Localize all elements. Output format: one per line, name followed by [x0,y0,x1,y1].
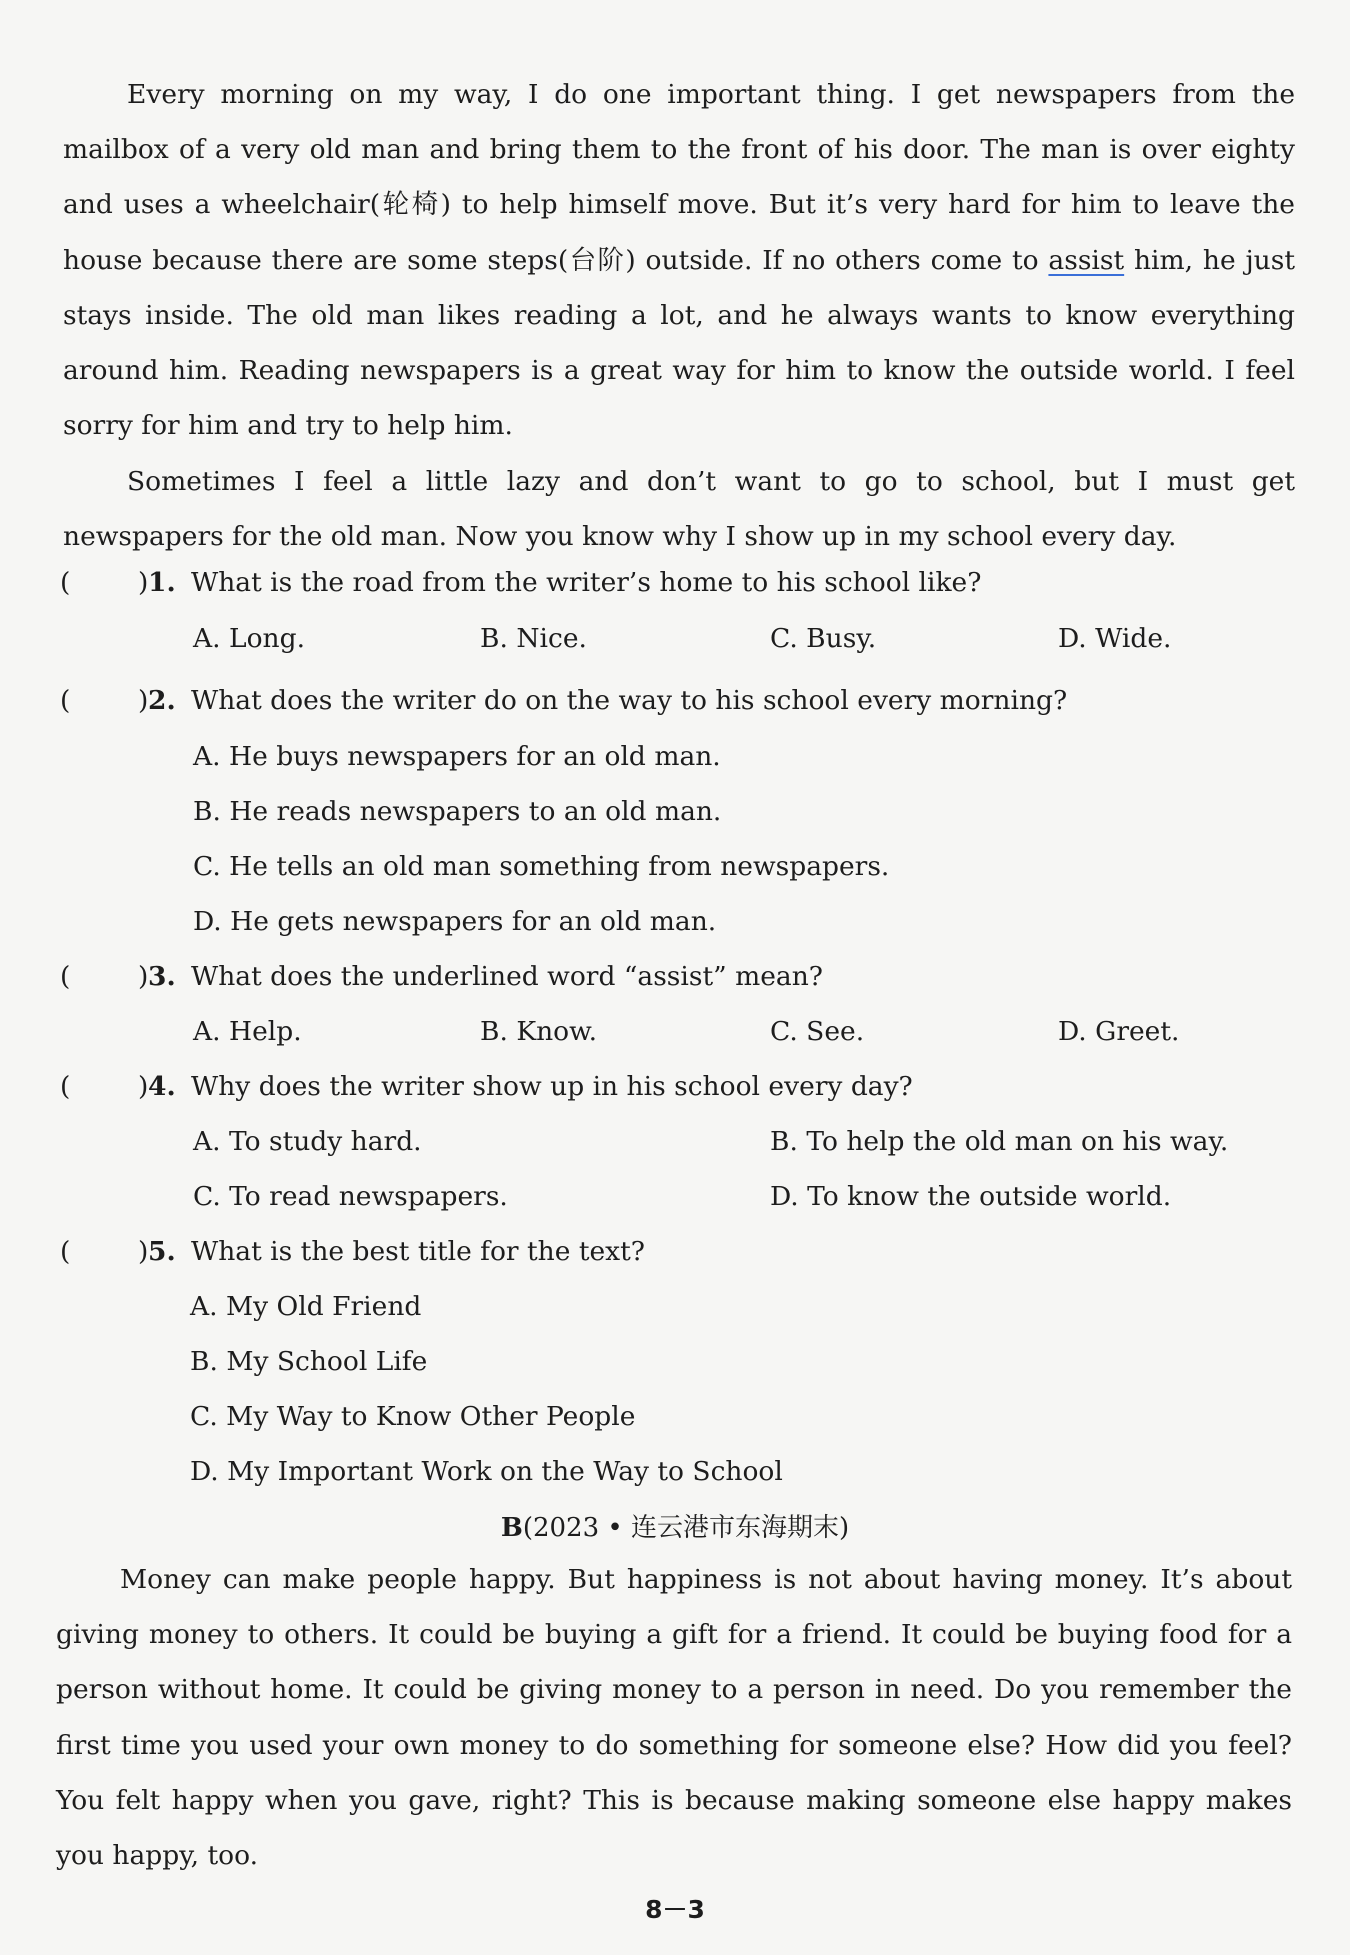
section-letter: B [500,1513,523,1543]
answer-paren-close: ) [138,685,149,716]
q4-option-c: C. To read newspapers. [193,1181,508,1212]
q5-option-d: D. My Important Work on the Way to School [190,1456,783,1487]
q1-option-c: C. Busy. [770,623,877,654]
question-number: 5. [148,1236,176,1267]
answer-paren-open: ( [60,685,71,716]
q1-option-b: B. Nice. [480,623,587,654]
passage-a-paragraph-2: Sometimes I feel a little lazy and don’t want to go to school, but I must get newspapers for the old man. Now you know why I show up in my school every day. [63,466,1295,553]
passage-a-text-part-2: him, he just stays inside. The old man likes reading a lot, and he always wants to know everything around him. Reading newspapers is a great way for him to know the outside world. I feel sorry for him and try to help him. [63,244,1295,442]
underlined-word-assist: assist [1048,244,1125,276]
section-source: (2023 • 连云港市东海期末) [522,1513,850,1543]
question-text: What does the writer do on the way to his school every morning? [191,685,1068,716]
q3-option-a: A. Help. [193,1016,302,1047]
q4-option-d: D. To know the outside world. [770,1181,1172,1212]
answer-paren-open: ( [60,1071,71,1102]
q4-option-b: B. To help the old man on his way. [770,1126,1229,1157]
question-text: What is the best title for the text? [191,1236,645,1267]
q3-option-b: B. Know. [480,1016,598,1047]
question-text: What is the road from the writer’s home to his school like? [191,567,982,598]
answer-paren-close: ) [138,1236,149,1267]
q3-option-d: D. Greet. [1058,1016,1180,1047]
question-number: 4. [148,1071,176,1102]
q5-option-a: A. My Old Friend [190,1291,422,1322]
answer-paren-open: ( [60,567,71,598]
passage-b-paragraph-1: Money can make people happy. But happiness is not about having money. It’s about giving money to others. It could be buying a gift for a friend. It could be buying food for a person without home. It could be giving money to a person in need. Do you remember the first time you used your own money to do something for someone else? How did you feel? You felt happy when you gave, right? This is because making someone else happy makes you happy, too. [56,1564,1292,1872]
answer-paren-close: ) [138,961,149,992]
q2-option-a: A. He buys newspapers for an old man. [193,741,721,772]
q1-option-d: D. Wide. [1058,623,1172,654]
answer-paren-open: ( [60,1236,71,1267]
answer-paren-close: ) [138,1071,149,1102]
question-number: 1. [148,567,176,598]
page-number: 8－3 [645,1895,705,1924]
question-text: Why does the writer show up in his school every day? [191,1071,913,1102]
q2-option-c: C. He tells an old man something from newspapers. [193,851,890,882]
answer-paren-open: ( [60,961,71,992]
question-number: 2. [148,685,176,716]
q2-option-b: B. He reads newspapers to an old man. [193,796,722,827]
q1-option-a: A. Long. [193,623,305,654]
passage-a-text-part-1: Every morning on my way, I do one important thing. I get newspapers from the mailbox of a very old man and bring them to the front of his door. The man is over eighty and uses a wheelchair(轮椅) to help himself move. But it’s very hard for him to leave the house because there are some steps(台阶) outside. If no others come to [63,79,1295,276]
section-b-heading [0,1510,1350,1546]
question-number: 3. [148,961,176,992]
q2-option-d: D. He gets newspapers for an old man. [193,906,717,937]
q5-option-c: C. My Way to Know Other People [190,1401,636,1432]
question-text: What does the underlined word “assist” mean? [191,961,823,992]
passage-a-paragraph-1 [63,67,1295,453]
answer-paren-close: ) [138,567,149,598]
q4-option-a: A. To study hard. [193,1126,422,1157]
q3-option-c: C. See. [770,1016,865,1047]
q5-option-b: B. My School Life [190,1346,428,1377]
